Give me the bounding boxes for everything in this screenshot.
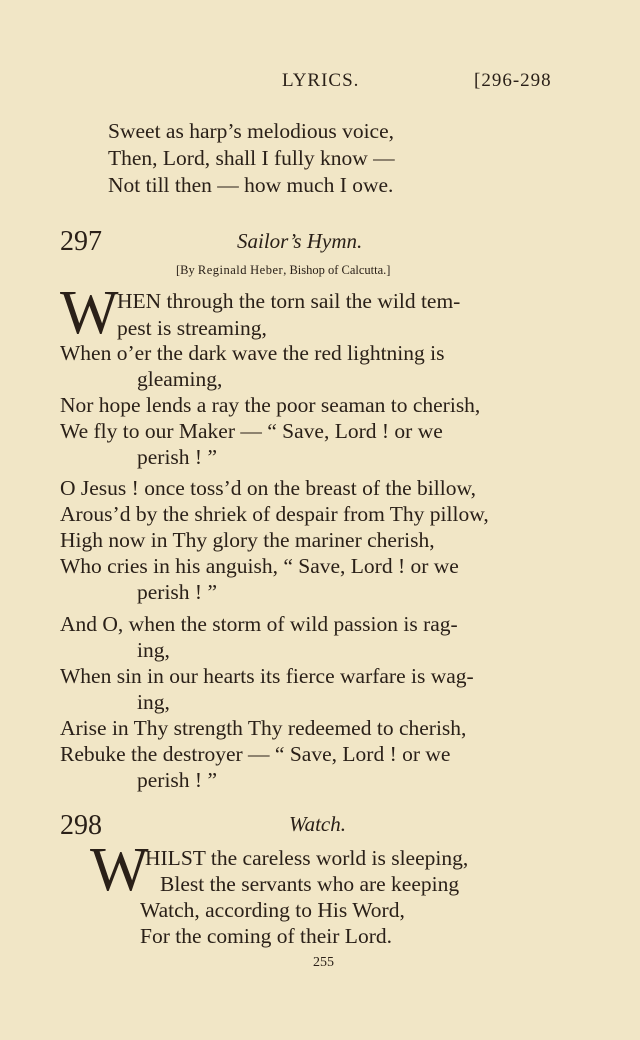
- verse-line: perish ! ”: [137, 445, 217, 469]
- running-title: LYRICS.: [282, 70, 360, 91]
- verse-line: pest is streaming,: [117, 316, 267, 340]
- verse-line: When sin in our hearts its fierce warfare is wag-: [60, 664, 474, 688]
- verse-line: gleaming,: [137, 367, 223, 391]
- drop-cap: W: [90, 836, 149, 904]
- hymn-range: [296-298: [474, 70, 552, 91]
- hymn-title: Sailor’s Hymn.: [237, 229, 363, 253]
- verse-line: perish ! ”: [137, 768, 217, 792]
- verse-line: HILST the careless world is sleeping,: [145, 846, 469, 870]
- verse-line: Who cries in his anguish, “ Save, Lord ! or we: [60, 554, 459, 578]
- page-number: 255: [313, 955, 334, 970]
- verse-line: Watch, according to His Word,: [140, 898, 405, 922]
- verse-line: When o’er the dark wave the red lightning is: [60, 341, 445, 365]
- hymn-number: 297: [60, 226, 102, 257]
- verse-line: Arise in Thy strength Thy redeemed to cherish,: [60, 716, 467, 740]
- hymn-number: 298: [60, 810, 102, 841]
- hymn-attribution: [By Reginald Heber, Bishop of Calcutta.]: [176, 263, 391, 277]
- drop-cap: W: [60, 279, 119, 347]
- verse-line: HEN through the torn sail the wild tem-: [117, 289, 461, 313]
- verse-line: perish ! ”: [137, 580, 217, 604]
- verse-line: ing,: [137, 638, 170, 662]
- prev-hymn-line: Not till then — how much I owe.: [108, 173, 394, 197]
- verse-line: And O, when the storm of wild passion is rag-: [60, 612, 458, 636]
- verse-line: O Jesus ! once toss’d on the breast of the billow,: [60, 476, 476, 500]
- verse-line: Arous’d by the shriek of despair from Thy pillow,: [60, 502, 489, 526]
- verse-line: ing,: [137, 690, 170, 714]
- prev-hymn-line: Sweet as harp’s melodious voice,: [108, 119, 395, 143]
- verse-line: For the coming of their Lord.: [140, 924, 392, 948]
- verse-line: Nor hope lends a ray the poor seaman to cherish,: [60, 393, 481, 417]
- prev-hymn-line: Then, Lord, shall I fully know —: [108, 146, 395, 170]
- verse-line: We fly to our Maker — “ Save, Lord ! or we: [60, 419, 443, 443]
- verse-line: Blest the servants who are keeping: [160, 872, 460, 896]
- verse-line: High now in Thy glory the mariner cherish,: [60, 528, 435, 552]
- hymn-title: Watch.: [289, 812, 346, 836]
- verse-line: Rebuke the destroyer — “ Save, Lord ! or we: [60, 742, 451, 766]
